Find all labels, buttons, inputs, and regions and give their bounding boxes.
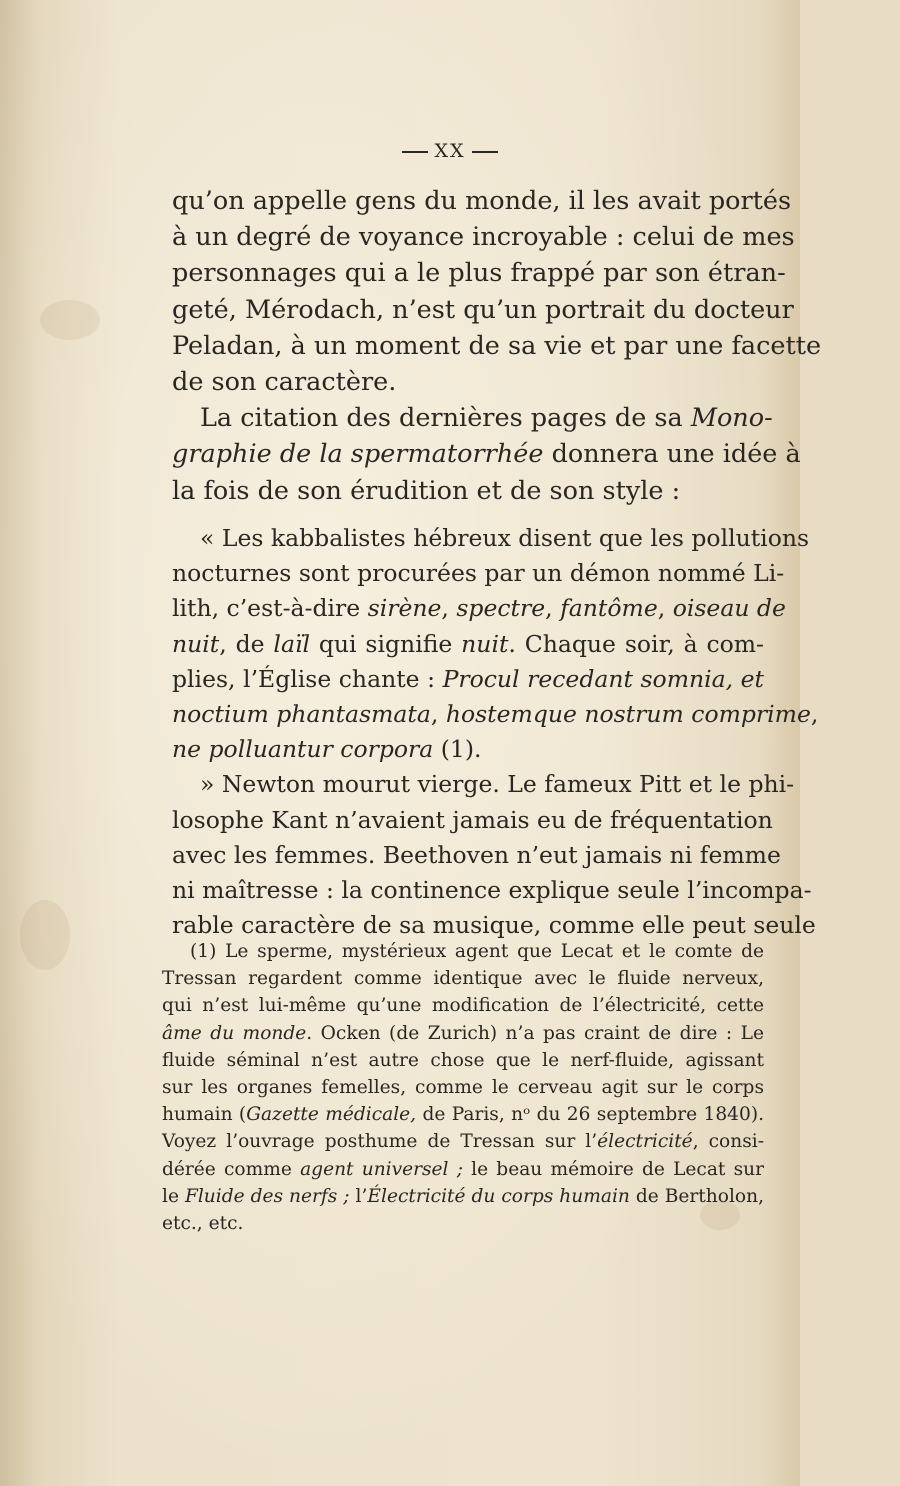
text-line — [172, 662, 764, 697]
italic-run: sirène — [367, 594, 442, 623]
text-line: nocturnes sont procurées par un démon nommé Li- — [172, 559, 785, 588]
text-run: plies, l’Église chante : — [172, 664, 443, 693]
text-line: qu’on appelle gens du monde, il les avait portés — [172, 186, 792, 216]
text-line — [162, 1020, 764, 1047]
italic-run: âme du monde — [162, 1022, 307, 1044]
text-line: « Les kabbalistes hébreux disent que les pollutions — [200, 524, 810, 552]
text-run: (1). — [433, 735, 482, 764]
text-line — [172, 627, 764, 662]
quote-paragraph-2 — [172, 767, 816, 943]
text-run: , — [657, 594, 673, 623]
text-run: . Ocken (de Zurich) n’a pas craint de dire : Le — [306, 1022, 764, 1044]
text-line: la fois de son érudition et de son style : — [172, 475, 681, 506]
quote-paragraph-1 — [172, 521, 819, 767]
text-line: losophe Kant n’avaient jamais eu de fréquentation — [172, 805, 773, 834]
text-line: fluide séminal n’est autre chose que le nerf-fluide, agissant — [162, 1049, 764, 1071]
text-line: geté, Mérodach, n’est qu’un portrait du docteur — [172, 294, 794, 325]
main-text — [172, 183, 822, 509]
text-line: Tressan regardent comme identique avec le fluide nerveux, — [162, 968, 764, 990]
text-run: le — [162, 1185, 185, 1207]
dash-left — [402, 151, 428, 153]
page-number-text: XX — [434, 140, 466, 162]
text-line — [172, 697, 819, 732]
text-run: l’ — [349, 1185, 368, 1207]
text-line: de son caractère. — [172, 367, 397, 398]
text-line: etc., etc. — [162, 1213, 244, 1235]
italic-run: électricité — [597, 1131, 693, 1153]
text-run: qui signifie — [309, 629, 462, 658]
text-line: ni maîtresse : la continence explique seule l’incompa- — [172, 876, 812, 905]
text-line: avec les femmes. Beethoven n’eut jamais ni femme — [172, 840, 781, 869]
text-run: Voyez l’ouvrage posthume de Tressan sur l’ — [162, 1131, 598, 1153]
italic-run: nuit — [172, 629, 220, 658]
text-line: rable caractère de sa musique, comme elle peut seule — [172, 911, 816, 940]
text-run: , de — [219, 629, 274, 658]
text-run: , — [430, 700, 446, 729]
footnote — [162, 938, 764, 1237]
italic-run: Électricité du corps humain — [367, 1185, 630, 1207]
italic-run: Gazette médicale, — [246, 1104, 417, 1126]
text-run: lith, c’est-à-dire — [172, 594, 368, 623]
italic-run: hostemque nostrum comprime — [445, 700, 811, 729]
paragraph-2 — [172, 400, 801, 509]
text-line — [162, 1183, 764, 1210]
italic-run: Mono- — [690, 403, 773, 434]
italic-run: spectre — [456, 594, 546, 623]
text-run: , — [810, 700, 819, 729]
text-run: . Chaque soir, à com- — [508, 629, 764, 658]
page-number — [0, 140, 900, 162]
text-run: dérée comme — [162, 1158, 301, 1180]
quotation-block — [172, 521, 819, 943]
text-run: de Bertholon, — [629, 1185, 764, 1207]
italic-run: graphie de la spermatorrhée — [172, 439, 544, 470]
text-run: La citation des dernières pages de sa — [200, 403, 691, 434]
italic-run: Procul recedant somnia, et — [442, 664, 764, 693]
text-run: de Paris, nᵒ du 26 septembre 1840). — [416, 1104, 764, 1126]
text-run: le beau mémoire de Lecat sur — [462, 1158, 764, 1180]
italic-run: Fluide des nerfs ; — [184, 1185, 350, 1207]
italic-run: nuit — [461, 629, 509, 658]
italic-run: fantôme — [560, 594, 658, 623]
text-run: humain ( — [162, 1104, 247, 1126]
text-line: (1) Le sperme, mystérieux agent que Lecat et le comte de — [190, 941, 764, 962]
italic-run: ne polluantur corpora — [172, 735, 434, 764]
paper-stain — [40, 300, 100, 340]
text-run: , — [441, 594, 457, 623]
text-line: à un degré de voyance incroyable : celui de mes — [172, 222, 795, 253]
text-line: » Newton mourut vierge. Le fameux Pitt et le phi- — [200, 770, 795, 799]
text-line — [172, 400, 773, 436]
text-line — [172, 732, 764, 767]
text-line — [172, 591, 786, 626]
text-line — [162, 1101, 764, 1128]
text-line — [162, 1156, 764, 1183]
paper-stain — [20, 900, 70, 970]
text-line — [162, 1128, 764, 1155]
text-line — [172, 436, 801, 472]
text-line: qui n’est lui-même qu’une modification de l’électricité, cette — [162, 995, 764, 1017]
footnote-paragraph — [162, 938, 764, 1237]
italic-run: agent universel ; — [300, 1158, 463, 1180]
paragraph-1 — [172, 183, 822, 400]
italic-run: laïl — [273, 629, 310, 658]
text-line: personnages qui a le plus frappé par son étran- — [172, 258, 786, 289]
italic-run: noctium phantasmata — [172, 700, 431, 729]
text-run: donnera une idée à — [543, 439, 801, 470]
text-run: , — [545, 594, 561, 623]
dash-right — [472, 151, 498, 153]
text-line: Peladan, à un moment de sa vie et par une facette — [172, 330, 822, 361]
text-run: , consi- — [692, 1131, 764, 1153]
text-line: sur les organes femelles, comme le cerveau agit sur le corps — [162, 1077, 764, 1099]
italic-run: oiseau de — [672, 594, 786, 623]
